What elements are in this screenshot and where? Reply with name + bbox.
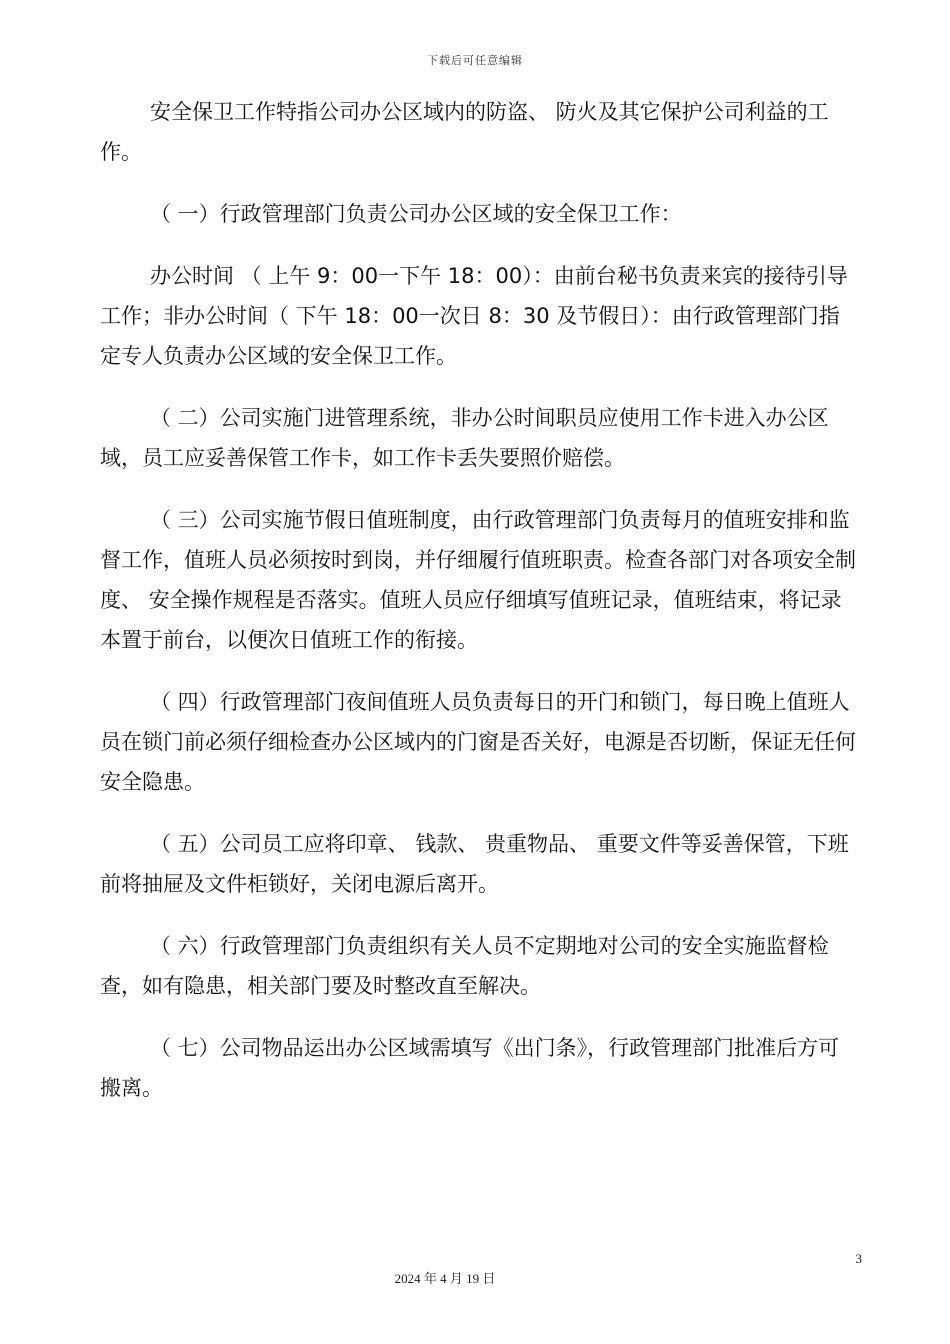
paragraph-item-5: （ 五）公司员工应将印章、 钱款、 贵重物品、 重要文件等妥善保管，下班前将抽屉及文件柜锁好，关闭电源后离开。 [100,832,849,896]
document-body [100,92,860,1130]
footer-date: 2024 年 4 月 19 日 [394,1271,496,1286]
paragraph-item-2: （ 二）公司实施门进管理系统，非办公时间职员应使用工作卡进入办公区域，员工应妥善保管工作卡，如工作卡丢失要照价赔偿。 [100,406,829,470]
paragraph-item-1: （ 一）行政管理部门负责公司办公区域的安全保卫工作： [150,202,682,226]
paragraph-item-6: （ 六）行政管理部门负责组织有关人员不定期地对公司的安全实施监督检查，如有隐患，相关部门要及时整改直至解决。 [100,934,829,998]
paragraph-item-4: （ 四）行政管理部门夜间值班人员负责每日的开门和锁门，每日晚上值班人员在锁门前必须仔细检查办公区域内的门窗是否关好，电源是否切断，保证无任何安全隐患。 [100,690,856,794]
paragraph-item-7: （ 七）公司物品运出办公区域需填写《出门条》，行政管理部门批准后方可搬离。 [100,1036,840,1100]
paragraph-office-hours: 办公时间 （ 上午 9：00一下午 18：00）：由前台秘书负责来宾的接待引导工作；非办公时间（ 下午 18：00一次日 8：30 及节假日）：由行政管理部门指定专人负责办公区域的安全保卫工作。 [100,264,848,368]
paragraph-item-3: （ 三）公司实施节假日值班制度，由行政管理部门负责每月的值班安排和监督工作，值班人员必须按时到岗，并仔细履行值班职责。检查各部门对各项安全制度、 安全操作规程是否落实。值班人员应仔细填写值班记录，值班结束，将记录本置于前台，以便次日值班工作的衔接。 [100,508,856,652]
page-number: 3 [855,1251,862,1266]
paragraph-intro: 安全保卫工作特指公司办公区域内的防盗、 防火及其它保护公司利益的工作。 [100,100,829,164]
header-note: 下载后可任意编辑 [427,54,523,67]
